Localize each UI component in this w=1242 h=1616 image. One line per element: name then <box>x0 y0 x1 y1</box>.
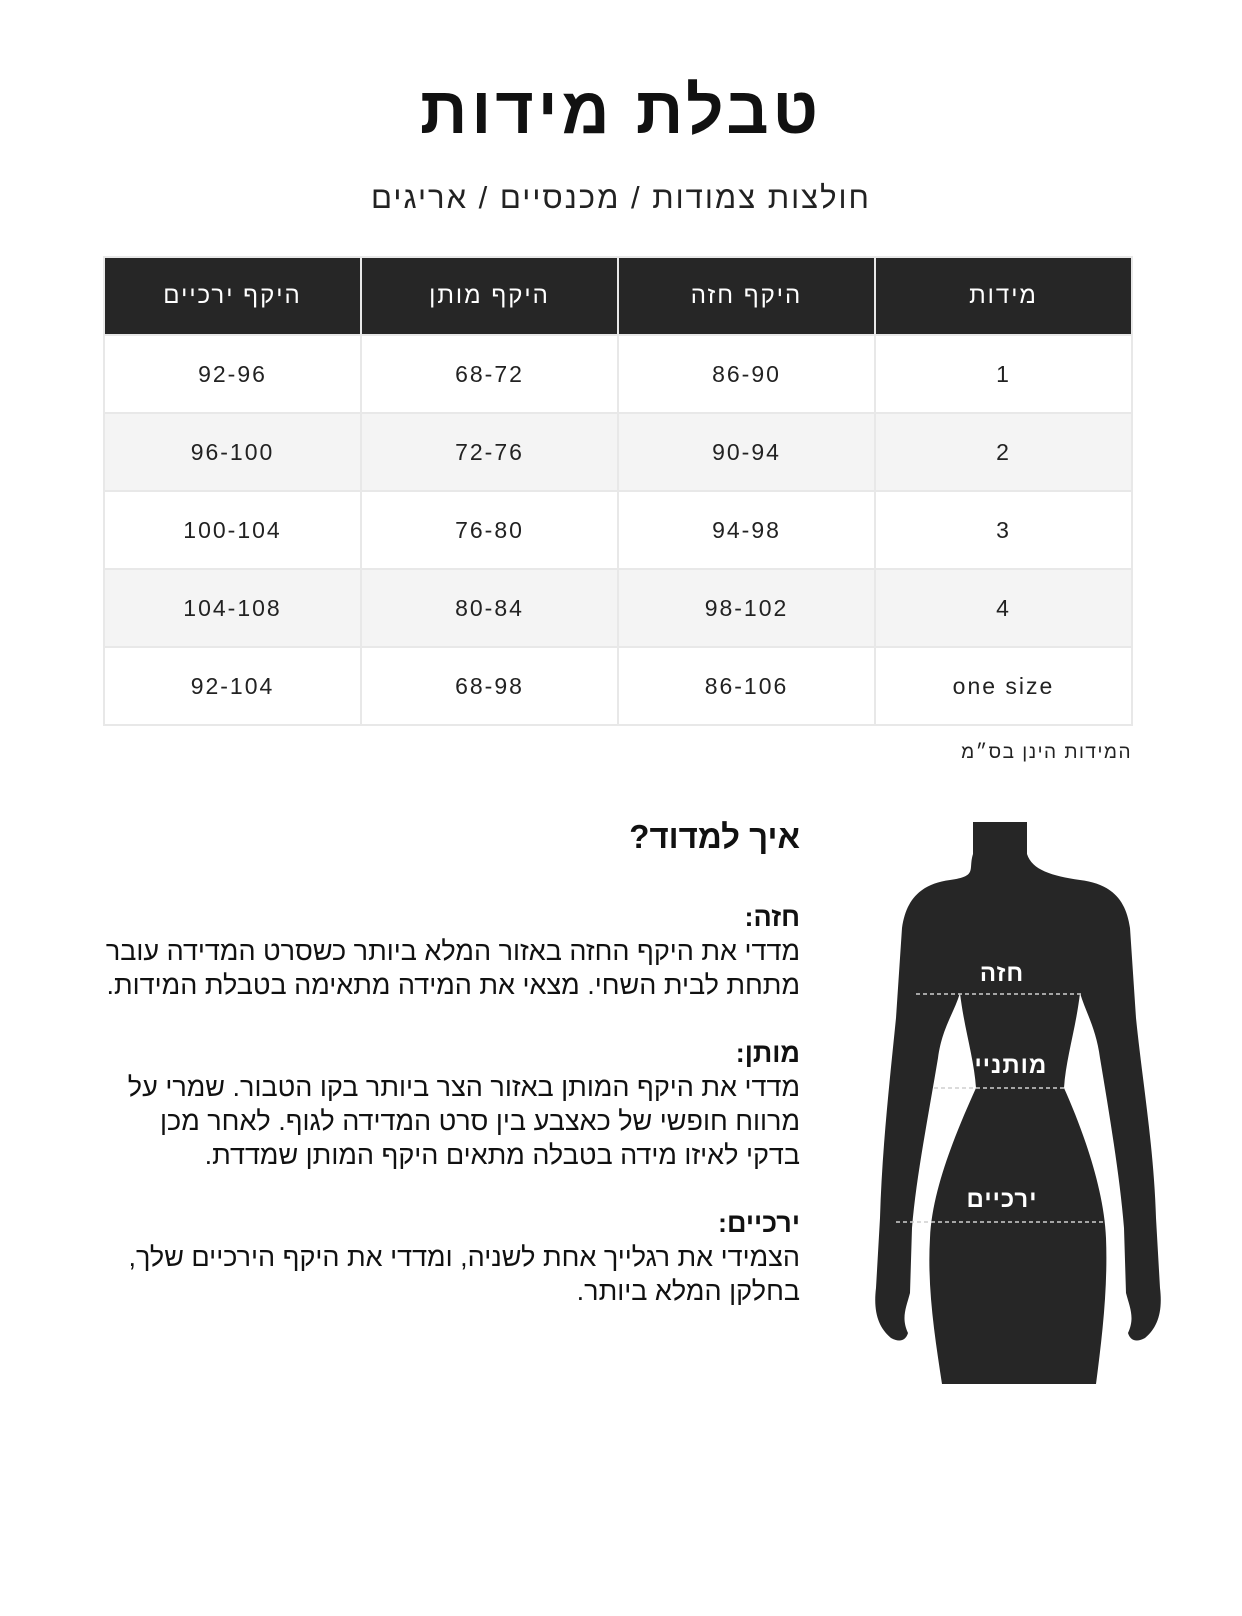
cell-chest: 98-102 <box>618 569 875 647</box>
hips-label: ירכיים <box>966 1186 1038 1213</box>
hips-heading: ירכיים: <box>717 1208 800 1238</box>
cell-hips: 100-104 <box>104 491 361 569</box>
table-row <box>104 569 1132 647</box>
table-header-row <box>104 257 1132 335</box>
body-silhouette-icon <box>830 818 1170 1388</box>
header-hips: היקף ירכיים <box>104 257 361 335</box>
hips-text: הצמידי את רגלייך אחת לשניה, ומדדי את היקף הירכיים שלך, בחלקן המלא ביותר. <box>128 1242 800 1306</box>
cell-hips: 92-104 <box>104 647 361 725</box>
page-title: טבלת מידות <box>419 73 822 147</box>
cell-waist: 76-80 <box>361 491 618 569</box>
cell-chest: 94-98 <box>618 491 875 569</box>
cell-size: 3 <box>875 491 1132 569</box>
page-subtitle: חולצות צמודות / מכנסיים / אריגים <box>371 180 871 215</box>
chest-text: מדדי את היקף החזה באזור המלא ביותר כשסרט המדידה עובר מתחת לבית השחי. מצאי את המידה מתאימה בטבלת המידות. <box>105 936 800 1000</box>
waist-heading: מותן: <box>735 1038 800 1068</box>
chest-label: חזה <box>979 960 1025 987</box>
how-to-title: איך למדוד? <box>629 818 800 855</box>
cell-size: one size <box>875 647 1132 725</box>
units-note: המידות הינן בס״מ <box>961 742 1132 763</box>
cell-chest: 86-90 <box>618 335 875 413</box>
header-size: מידות <box>875 257 1132 335</box>
cell-waist: 80-84 <box>361 569 618 647</box>
cell-size: 4 <box>875 569 1132 647</box>
table-row <box>104 335 1132 413</box>
cell-hips: 104-108 <box>104 569 361 647</box>
table-row <box>104 491 1132 569</box>
cell-waist: 72-76 <box>361 413 618 491</box>
hips-instructions <box>100 1206 800 1308</box>
waist-text: מדדי את היקף המותן באזור הצר ביותר בקו הטבור. שמרי על מרווח חופשי של כאצבע בין סרט המדידה לגוף. לאחר מכן בדקי לאיזו מידה בטבלה מתאים היקף המותן שמדדת. <box>127 1072 800 1170</box>
chest-instructions <box>100 900 800 1002</box>
how-to-measure <box>100 818 800 1342</box>
cell-hips: 96-100 <box>104 413 361 491</box>
cell-chest: 86-106 <box>618 647 875 725</box>
waist-label: מותניים <box>956 1052 1048 1079</box>
header-waist: היקף מותן <box>361 257 618 335</box>
cell-hips: 92-96 <box>104 335 361 413</box>
cell-size: 1 <box>875 335 1132 413</box>
body-figure <box>830 818 1170 1388</box>
cell-size: 2 <box>875 413 1132 491</box>
cell-waist: 68-98 <box>361 647 618 725</box>
cell-chest: 90-94 <box>618 413 875 491</box>
table-row <box>104 413 1132 491</box>
header-chest: היקף חזה <box>618 257 875 335</box>
waist-instructions <box>100 1036 800 1172</box>
size-table <box>103 256 1133 726</box>
chest-heading: חזה: <box>744 902 800 932</box>
table-row <box>104 647 1132 725</box>
cell-waist: 68-72 <box>361 335 618 413</box>
